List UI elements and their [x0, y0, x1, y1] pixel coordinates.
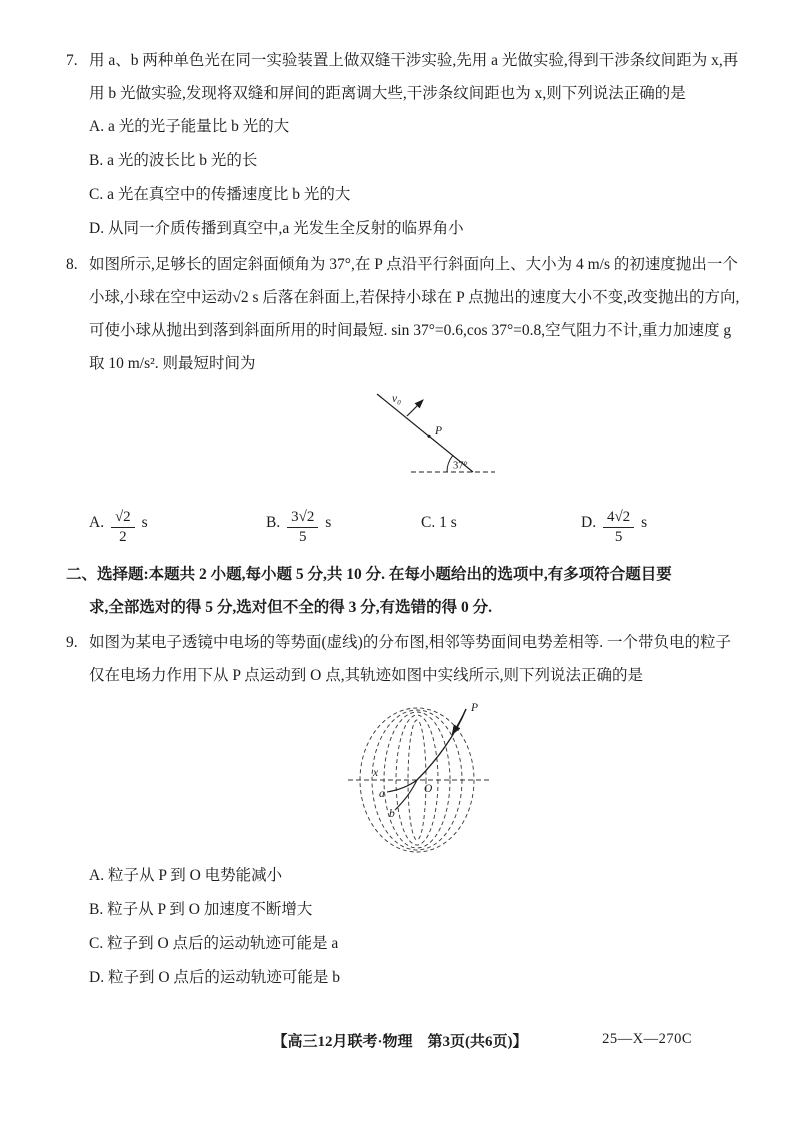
- point-p-label: P: [471, 702, 479, 714]
- question-7-option-a: A. a 光的光子能量比 b 光的大: [89, 118, 290, 135]
- question-9-option-d: D. 粒子到 O 点后的运动轨迹可能是 b: [89, 969, 341, 986]
- angle-label: 37°: [453, 460, 468, 472]
- section-2-header: [66, 558, 744, 624]
- question-7-number: 7.: [66, 52, 78, 69]
- question-9: [66, 626, 744, 995]
- section-2-line-1: 二、选择题:本题共 2 小题,每小题 5 分,共 10 分. 在每小题给出的选项中,有多项符合题目要: [66, 566, 672, 583]
- option-b-label: B.: [266, 514, 281, 531]
- question-9-option-b: B. 粒子从 P 到 O 加速度不断增大: [89, 901, 313, 918]
- fraction-denominator: 2: [119, 529, 127, 546]
- path-b-label: b: [389, 808, 395, 820]
- question-7-text: 用 a、b 两种单色光在同一实验装置上做双缝干涉实验,先用 a 光做实验,得到干涉条纹间距为 x,再用 b 光做实验,发现将双缝和屏间的距离调大些,干涉条纹间距也为 x,则下列说法正确的是: [89, 52, 739, 102]
- point-p-dot: [427, 435, 430, 438]
- page-footer: [0, 1030, 800, 1051]
- point-p-label: P: [435, 425, 443, 437]
- option-d-label: D.: [581, 514, 597, 531]
- fraction-denominator: 5: [298, 529, 307, 546]
- question-9-text: 如图为某电子透镜中电场的等势面(虚线)的分布图,相邻等势面间电势差相等. 一个带负电的粒子仅在电场力作用下从 P 点运动到 O 点,其轨迹如图中实线所示,则下列说法正确的是: [89, 634, 731, 684]
- question-8: [66, 248, 744, 556]
- option-a-label: A.: [89, 514, 105, 531]
- question-9-option-a: A. 粒子从 P 到 O 电势能减小: [89, 867, 283, 884]
- question-7-option-d: D. 从同一介质传播到真空中,a 光发生全反射的临界角小: [89, 220, 464, 237]
- trajectory-arrow: [453, 709, 466, 733]
- fraction-denominator: 5: [614, 529, 623, 546]
- question-9-number: 9.: [66, 634, 78, 651]
- option-a-unit: s: [141, 514, 148, 531]
- equipotential-figure-svg: [345, 700, 495, 855]
- incline-figure: [359, 390, 744, 492]
- incline-figure-svg: [359, 390, 594, 492]
- footer-code: 25—X—270C: [602, 1031, 692, 1047]
- footer-title: 【高三12月联考·物理 第3页(共6页)】: [272, 1034, 528, 1050]
- question-8-number: 8.: [66, 256, 78, 273]
- path-a: [387, 780, 417, 792]
- question-8-option-c: [421, 506, 457, 539]
- path-a-label: a: [379, 788, 385, 800]
- option-b-fraction: [287, 509, 318, 547]
- option-c-value: 1 s: [439, 514, 457, 531]
- question-8-text: 如图所示,足够长的固定斜面倾角为 37°,在 P 点沿平行斜面向上、大小为 4 m/s 的初速度抛出一个小球,小球在空中运动√2 s 后落在斜面上,若保持小球在 P 点抛出的速度大小不变,改变抛出的方向,可使小球从抛出到落到斜面所用的时间最短. sin 37°=0.6,cos 37°=0.8,空气阻力不计,重力加速度 g 取 10 m/s². 则最短时间为: [89, 256, 740, 372]
- section-2-line-2: 求,全部选对的得 5 分,选对但不全的得 3 分,有选错的得 0 分.: [89, 599, 493, 616]
- question-8-options: [89, 500, 744, 556]
- velocity-label: v₀: [392, 393, 402, 405]
- fraction-numerator: 4√2: [603, 509, 634, 528]
- question-8-option-d: [581, 506, 647, 547]
- option-d-unit: s: [641, 514, 648, 531]
- origin-o-label: O: [424, 783, 433, 795]
- question-7: [66, 44, 744, 246]
- question-9-options: [89, 859, 744, 995]
- option-a-fraction: [111, 509, 135, 547]
- option-c-label: C.: [421, 514, 436, 531]
- question-8-option-b: [266, 506, 331, 547]
- question-9-option-c: C. 粒子到 O 点后的运动轨迹可能是 a: [89, 935, 339, 952]
- equipotential-figure: [345, 700, 744, 855]
- angle-arc: [447, 456, 453, 472]
- question-7-option-c: C. a 光在真空中的传播速度比 b 光的大: [89, 186, 351, 203]
- fraction-numerator: 3√2: [287, 509, 318, 528]
- velocity-arrow: [407, 400, 423, 416]
- option-d-fraction: [603, 509, 634, 547]
- question-7-options: [89, 110, 744, 246]
- question-7-option-b: B. a 光的波长比 b 光的长: [89, 152, 258, 169]
- path-b: [395, 780, 417, 810]
- question-8-option-a: [89, 506, 148, 547]
- fraction-numerator: √2: [111, 509, 135, 528]
- option-b-unit: s: [325, 514, 332, 531]
- axis-x-label: x: [373, 767, 379, 779]
